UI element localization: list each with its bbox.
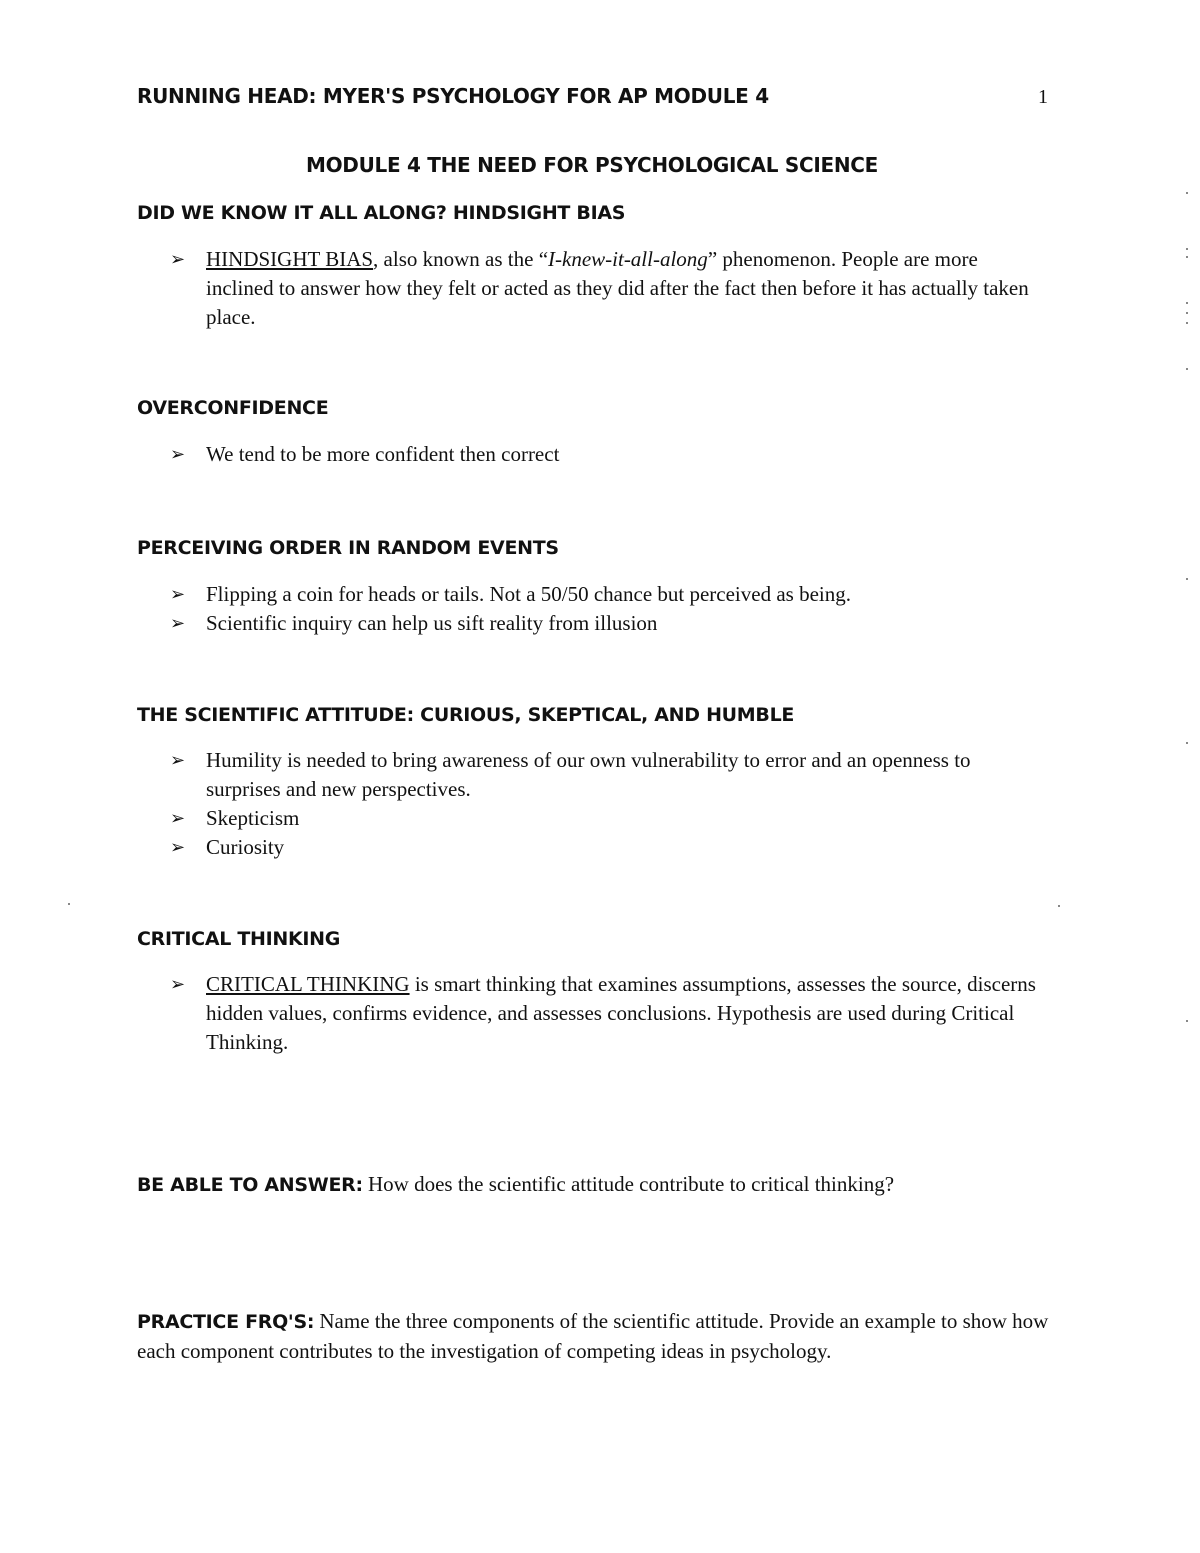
- scan-mark: [1186, 192, 1188, 194]
- hindsight-phrase: I-knew-it-all-along: [548, 247, 708, 271]
- list-item-text: We tend to be more confident then correct: [206, 442, 560, 466]
- be-able-label: BE ABLE TO ANSWER:: [137, 1174, 363, 1196]
- arrow-bullet-icon: ➢: [170, 444, 186, 465]
- list-item: [170, 804, 1050, 833]
- arrow-bullet-icon: ➢: [170, 249, 186, 270]
- overconfidence-list: [170, 440, 1050, 469]
- list-item-text: Flipping a coin for heads or tails. Not a 50/50 chance but perceived as being.: [206, 582, 851, 606]
- scan-mark: [1186, 1020, 1188, 1022]
- running-head: RUNNING HEAD: MYER'S PSYCHOLOGY FOR AP MODULE 4: [137, 84, 769, 108]
- scan-mark: [68, 903, 70, 905]
- frq-label: PRACTICE FRQ'S:: [137, 1311, 315, 1333]
- arrow-bullet-icon: ➢: [170, 613, 186, 634]
- attitude-list: [170, 746, 1050, 862]
- random-list: [170, 580, 1050, 638]
- practice-frq: [137, 1307, 1057, 1366]
- list-item-text: Scientific inquiry can help us sift reality from illusion: [206, 611, 658, 635]
- page-number: 1: [1038, 86, 1048, 108]
- page-title: MODULE 4 THE NEED FOR PSYCHOLOGICAL SCIENCE: [305, 153, 879, 177]
- arrow-bullet-icon: ➢: [170, 837, 186, 858]
- frq-text: Name the three components of the scientific attitude. Provide an example to show how each component contributes to the investigation of competing ideas in psychology.: [137, 1309, 1049, 1363]
- section-heading-random: PERCEIVING ORDER IN RANDOM EVENTS: [137, 537, 559, 559]
- scan-mark: [1186, 322, 1188, 324]
- scan-mark: [1186, 368, 1188, 370]
- list-item-text: Curiosity: [206, 835, 285, 859]
- arrow-bullet-icon: ➢: [170, 974, 186, 995]
- be-able-text: How does the scientific attitude contribute to critical thinking?: [362, 1172, 895, 1196]
- list-item: [170, 609, 1050, 638]
- hindsight-text-b: ” phenomenon. People are more inclined to answer how they felt or acted as they did after the fact then before it has actually taken place.: [206, 247, 1029, 329]
- section-heading-attitude: THE SCIENTIFIC ATTITUDE: CURIOUS, SKEPTICAL, AND HUMBLE: [137, 704, 795, 726]
- list-item: [170, 746, 1050, 804]
- term-hindsight-bias: HINDSIGHT BIAS: [206, 247, 374, 271]
- section-heading-overconfidence: OVERCONFIDENCE: [137, 397, 329, 419]
- list-item-text: Humility is needed to bring awareness of our own vulnerability to error and an openness to surprises and new perspectives.: [206, 748, 971, 801]
- scan-mark: [1186, 248, 1188, 250]
- term-critical-thinking: CRITICAL THINKING: [206, 972, 410, 996]
- scan-mark: [1186, 302, 1188, 304]
- list-item-text: Skepticism: [206, 806, 300, 830]
- list-item: [170, 833, 1050, 862]
- arrow-bullet-icon: ➢: [170, 584, 186, 605]
- arrow-bullet-icon: ➢: [170, 808, 186, 829]
- critical-list: [170, 970, 1050, 1057]
- critical-text: is smart thinking that examines assumptions, assesses the source, discerns hidden values, confirms evidence, and assesses conclusions. Hypothesis are used during Critical Thinking.: [206, 972, 1036, 1054]
- list-item: [170, 440, 1050, 469]
- scan-mark: [1186, 312, 1188, 314]
- list-item: [170, 580, 1050, 609]
- scan-mark: [1186, 578, 1188, 580]
- hindsight-text-a: , also known as the “: [373, 247, 549, 271]
- section-heading-hindsight: DID WE KNOW IT ALL ALONG? HINDSIGHT BIAS: [137, 202, 626, 224]
- hindsight-list: [170, 245, 1050, 332]
- scan-mark: [1186, 742, 1188, 744]
- section-heading-critical: CRITICAL THINKING: [137, 928, 341, 950]
- list-item: [170, 970, 1050, 1057]
- list-item: [170, 245, 1050, 332]
- scan-mark: [1186, 256, 1188, 258]
- scan-mark: [1058, 905, 1060, 907]
- arrow-bullet-icon: ➢: [170, 750, 186, 771]
- be-able-to-answer: [137, 1170, 1057, 1200]
